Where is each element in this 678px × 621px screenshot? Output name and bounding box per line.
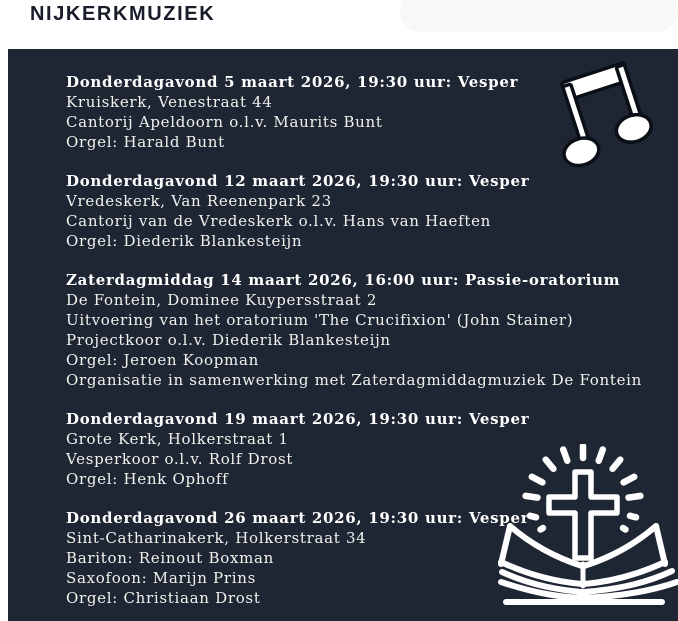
event-line: Vesperkoor o.l.v. Rolf Drost	[66, 450, 294, 468]
event-line: Orgel: Diederik Blankesteijn	[66, 232, 303, 250]
event-line: Saxofoon: Marijn Prins	[66, 569, 256, 587]
event-line: Projectkoor o.l.v. Diederik Blankesteijn	[66, 331, 391, 349]
event-heading: Donderdagavond 26 maart 2026, 19:30 uur: Vesper	[66, 509, 530, 527]
event-line: De Fontein, Dominee Kuypersstraat 2	[66, 291, 378, 309]
event-block	[66, 270, 646, 390]
event-line: Sint-Catharinakerk, Holkerstraat 34	[66, 529, 367, 547]
event-line: Organisatie in samenwerking met Zaterdagmiddagmuziek De Fontein	[66, 371, 642, 389]
event-heading: Donderdagavond 12 maart 2026, 19:30 uur: Vesper	[66, 172, 530, 190]
event-line: Orgel: Jeroen Koopman	[66, 351, 259, 369]
event-block	[66, 72, 646, 152]
site-header	[0, 0, 678, 49]
event-line: Grote Kerk, Holkerstraat 1	[66, 430, 289, 448]
event-line: Vredeskerk, Van Reenenpark 23	[66, 192, 332, 210]
event-line: Orgel: Henk Ophoff	[66, 470, 229, 488]
event-line: Cantorij Apeldoorn o.l.v. Maurits Bunt	[66, 113, 383, 131]
event-line: Cantorij van de Vredeskerk o.l.v. Hans van Haeften	[66, 212, 492, 230]
site-title: NIJKERKMUZIEK	[30, 3, 216, 25]
event-block	[66, 171, 646, 251]
event-line: Bariton: Reinout Boxman	[66, 549, 275, 567]
event-heading: Donderdagavond 5 maart 2026, 19:30 uur: Vesper	[66, 73, 519, 91]
open-book-with-cross-icon	[497, 444, 678, 618]
event-line: Orgel: Christiaan Drost	[66, 589, 261, 607]
program-panel	[8, 49, 678, 621]
event-line: Orgel: Harald Bunt	[66, 133, 225, 151]
faded-overlay	[400, 0, 678, 32]
event-heading: Donderdagavond 19 maart 2026, 19:30 uur: Vesper	[66, 410, 530, 428]
event-heading: Zaterdagmiddag 14 maart 2026, 16:00 uur: Passie-oratorium	[66, 271, 621, 289]
event-line: Uitvoering van het oratorium 'The Crucifixion' (John Stainer)	[66, 311, 574, 329]
event-line: Kruiskerk, Venestraat 44	[66, 93, 273, 111]
